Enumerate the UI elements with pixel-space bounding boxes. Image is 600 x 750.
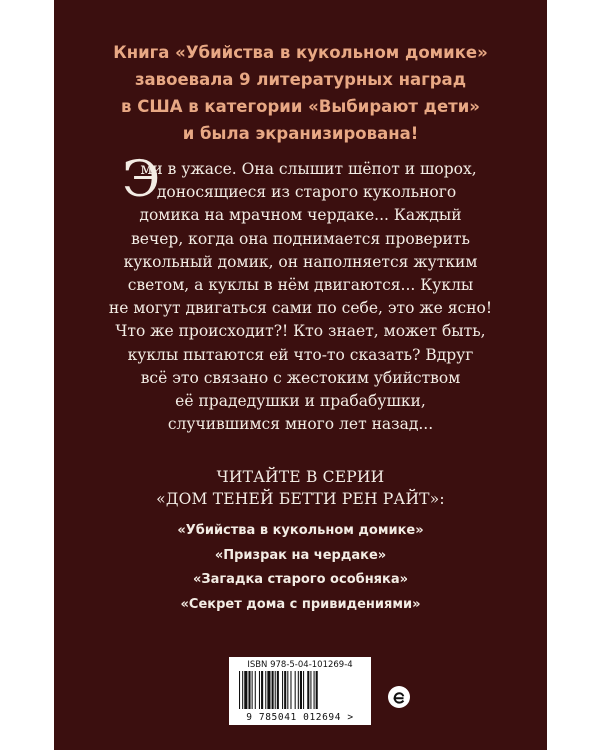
book-title: «Призрак на чердаке» bbox=[214, 547, 387, 563]
description-line: ми в ужасе. Она слышит шёпот и шорох, bbox=[140, 160, 477, 178]
award-tagline bbox=[54, 39, 547, 147]
description-line: всё это связано с жестоким убийством bbox=[140, 368, 461, 387]
barcode-digits: 9 785041 012694 > bbox=[246, 712, 354, 723]
series-book-list bbox=[54, 519, 547, 617]
description-line: домика на мрачном чердаке... Каждый bbox=[139, 206, 462, 225]
isbn-barcode bbox=[229, 657, 371, 725]
series-heading-line: ЧИТАЙТЕ В СЕРИИ bbox=[216, 468, 385, 486]
series-title: «ДОМ ТЕНЕЙ БЕТТИ РЕН РАЙТ»: bbox=[156, 490, 445, 508]
description-line: Что же происходит?! Кто знает, может быть, bbox=[115, 322, 486, 341]
tagline-line: завоевала 9 литературных наград bbox=[134, 70, 467, 89]
book-title: «Секрет дома с привидениями» bbox=[180, 596, 421, 612]
book-title: «Убийства в кукольном домике» bbox=[177, 523, 424, 538]
description-line: куклы пытаются ей что-то сказать? Вдруг bbox=[127, 345, 474, 364]
description-line: вечер, когда она поднимается проверить bbox=[131, 229, 470, 248]
isbn-number: ISBN 978-5-04-101269-4 bbox=[247, 660, 353, 670]
tagline-line: и была экранизирована! bbox=[182, 124, 419, 143]
back-cover bbox=[54, 0, 547, 750]
description-line: её прадедушки и прабабушки, bbox=[175, 392, 426, 411]
tagline-line: в США в категории «Выбирают дети» bbox=[121, 97, 480, 116]
book-description bbox=[54, 158, 547, 436]
barcode-bars-icon bbox=[239, 671, 361, 709]
description-line: светом, а куклы в нём двигаются... Куклы bbox=[127, 276, 474, 295]
book-title: «Загадка старого особняка» bbox=[192, 572, 409, 587]
drop-cap: Э bbox=[122, 150, 161, 208]
description-line: доносящиеся из старого кукольного bbox=[156, 183, 457, 202]
description-line: кукольный домик, он наполняется жутким bbox=[123, 252, 478, 271]
series-heading bbox=[54, 466, 547, 510]
description-line: не могут двигаться сами по себе, это же ясно! bbox=[108, 299, 493, 318]
publisher-logo-icon bbox=[387, 685, 411, 709]
tagline-line: Книга «Убийства в кукольном домике» bbox=[113, 43, 488, 62]
description-line: случившимся много лет назад... bbox=[167, 415, 434, 434]
